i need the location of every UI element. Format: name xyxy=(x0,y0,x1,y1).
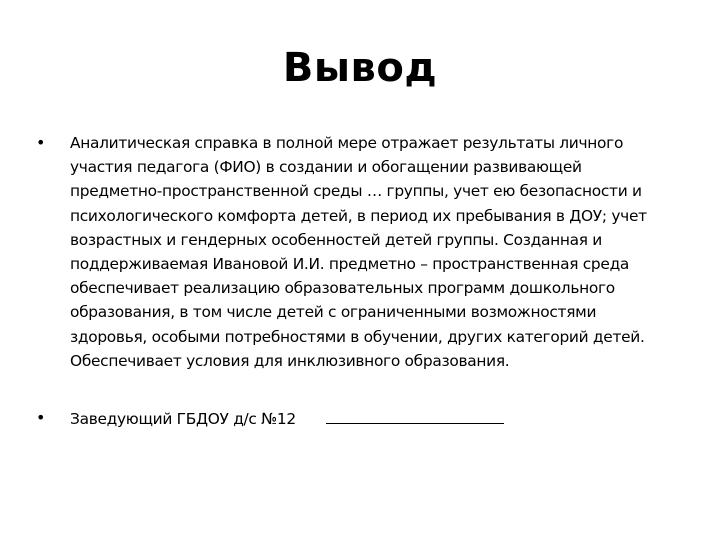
bullet-icon: • xyxy=(36,133,46,152)
slide-title: Вывод xyxy=(282,45,438,91)
signature-line xyxy=(326,406,504,424)
conclusion-text: Аналитическая справка в полной мере отражает результаты личного участия педагога (ФИО) в создании и обогащении развивающей предметно-пространственной среды … группы, учет ею безопасности и психологического комфорта детей, в период их пребывания в ДОУ; учет возрастных и гендерных особенностей детей группы. Созданная и поддерживаемая Ивановой И.И. предметно – пространственная среда обеспечивает реализацию образовательных программ дошкольного образования, в том числе детей с ограниченными возможностями здоровья, особыми потребностями в обучении, других категорий детей. Обеспечивает условия для инклюзивного образования. xyxy=(70,134,647,370)
bullet-icon: • xyxy=(36,408,46,428)
bullet-item-signature xyxy=(36,406,676,431)
signature-label: Заведующий ГБДОУ д/с №12 xyxy=(70,410,296,429)
bullet-item-conclusion xyxy=(36,131,676,373)
bullet-list xyxy=(36,131,676,431)
signature-row xyxy=(70,406,676,431)
